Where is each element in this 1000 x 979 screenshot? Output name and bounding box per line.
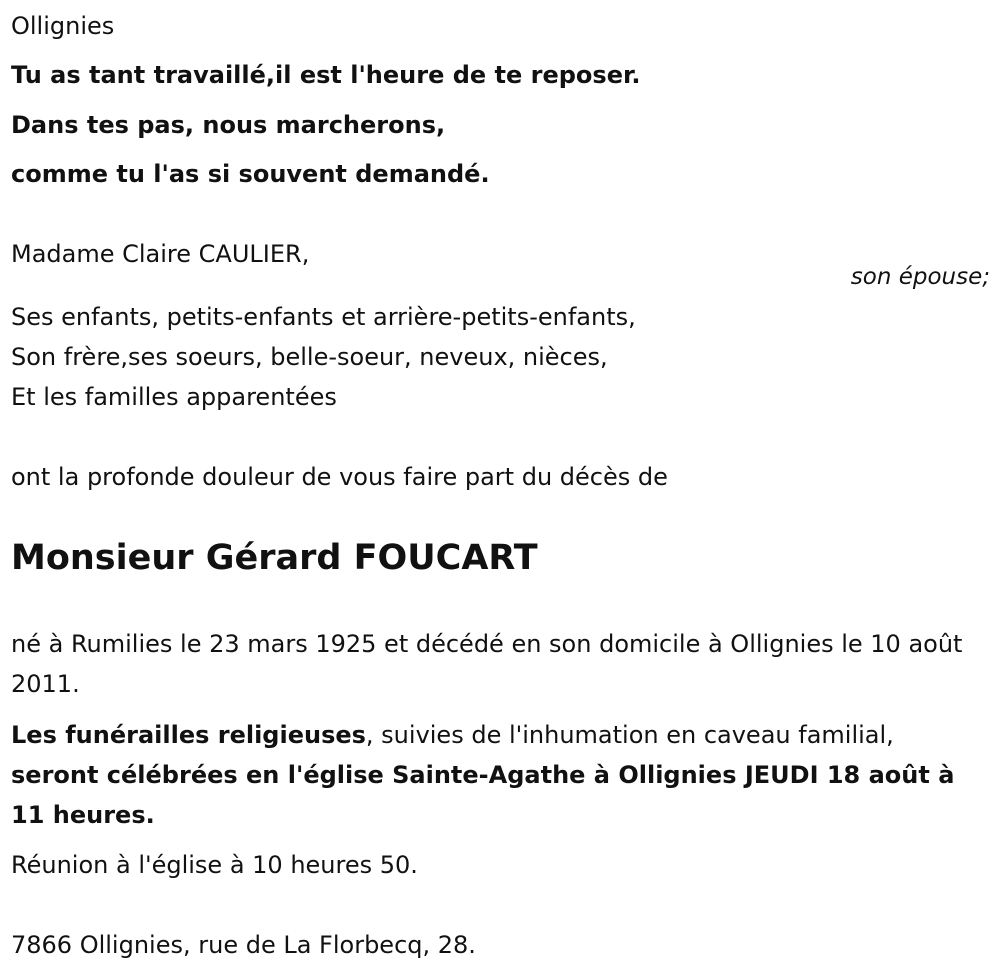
meeting-time: Réunion à l'église à 10 heures 50. xyxy=(11,851,418,879)
announcement: ont la profonde douleur de vous faire part du décès de xyxy=(11,463,668,491)
family-line-3: Et les familles apparentées xyxy=(11,383,337,411)
birth-death-paragraph: né à Rumilies le 23 mars 1925 et décédé en son domicile à Ollignies le 10 août 2011. xyxy=(11,630,963,698)
funeral-title: Les funérailles religieuses xyxy=(11,721,366,749)
funeral-middle: , suivies de l'inhumation en caveau familial, xyxy=(365,721,894,749)
funeral-paragraph xyxy=(11,715,986,835)
poem-line-2: Dans tes pas, nous marcherons, xyxy=(11,111,446,139)
spouse-role: son épouse; xyxy=(850,264,990,290)
family-line-1: Ses enfants, petits-enfants et arrière-petits-enfants, xyxy=(11,303,636,331)
spouse-name: Madame Claire CAULIER, xyxy=(11,240,310,268)
address: 7866 Ollignies, rue de La Florbecq, 28. xyxy=(11,931,476,959)
family-line-2: Son frère,ses soeurs, belle-soeur, neveux, nièces, xyxy=(11,343,608,371)
place-name: Ollignies xyxy=(11,12,115,40)
deceased-name: Monsieur Gérard FOUCART xyxy=(11,538,538,578)
poem-line-1: Tu as tant travaillé,il est l'heure de te reposer. xyxy=(11,61,641,89)
funeral-details: seront célébrées en l'église Sainte-Agathe à Ollignies JEUDI 18 août à 11 heures. xyxy=(11,761,955,829)
poem-line-3: comme tu l'as si souvent demandé. xyxy=(11,160,490,188)
